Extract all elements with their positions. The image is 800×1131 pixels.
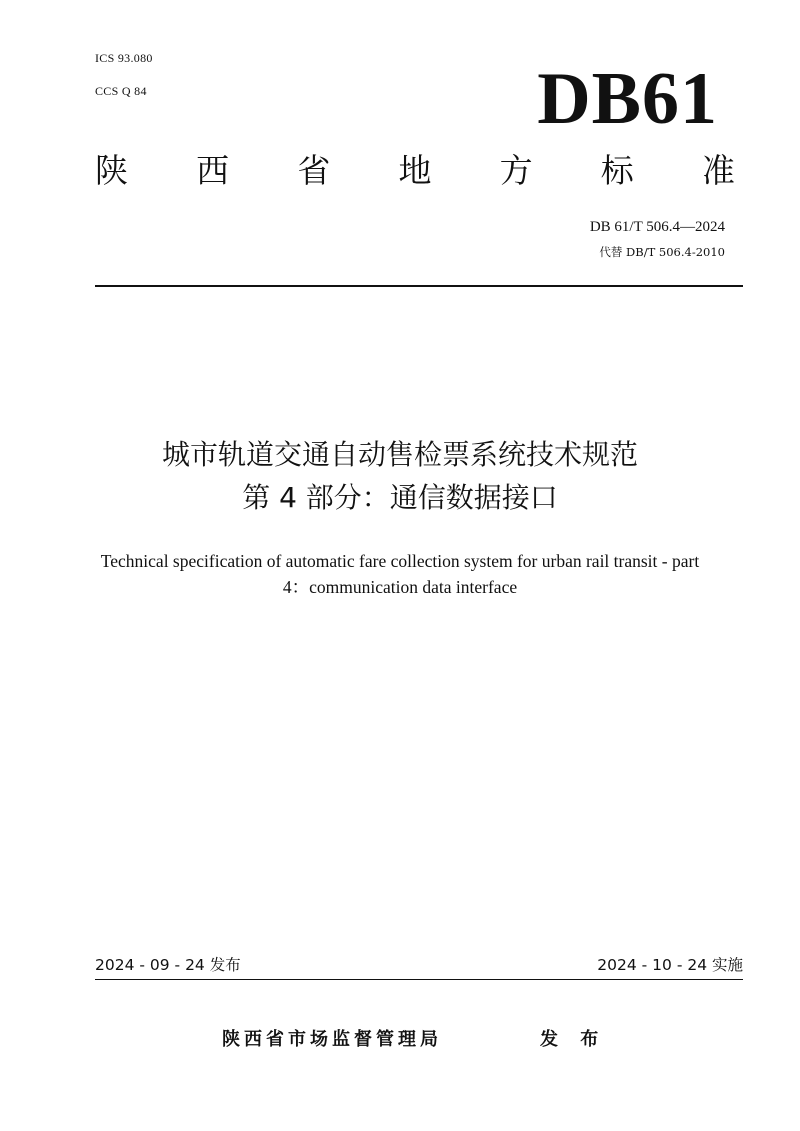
bottom-divider [95,979,743,980]
document-title-zh-line1: 城市轨道交通自动售检票系统技术规范 [161,438,638,471]
standard-type-char: 省 [297,151,331,190]
standard-type-char: 准 [701,151,735,190]
document-title-en-line1: Technical specification of automatic fare collection system for urban rail transit - part [100,551,700,571]
standard-mark: DB61 [537,58,718,140]
ccs-code: CCS Q 84 [95,84,147,98]
issue-date: 2024 - 09 - 24 发布 [95,956,241,974]
top-divider [95,285,743,287]
standard-type-char: 标 [600,151,634,190]
document-title-en-line2: 4：communication data interface [282,577,518,597]
publisher: 陕西省市场监督管理局 [222,1029,442,1050]
document-title-zh-line2: 第 4 部分：通信数据接口 [242,481,558,514]
standard-type-heading [95,151,735,190]
standard-type-char: 陕 [95,151,128,190]
publish-label: 发 布 [540,1029,607,1050]
ics-code: ICS 93.080 [95,51,153,65]
replaces-note: 代替 DB/T 506.4-2010 [599,245,725,259]
implementation-date: 2024 - 10 - 24 实施 [597,956,743,974]
standard-number: DB 61/T 506.4—2024 [589,219,725,235]
standard-type-char: 地 [398,151,432,190]
standard-type-char: 方 [499,151,533,190]
standard-type-char: 西 [196,151,230,190]
